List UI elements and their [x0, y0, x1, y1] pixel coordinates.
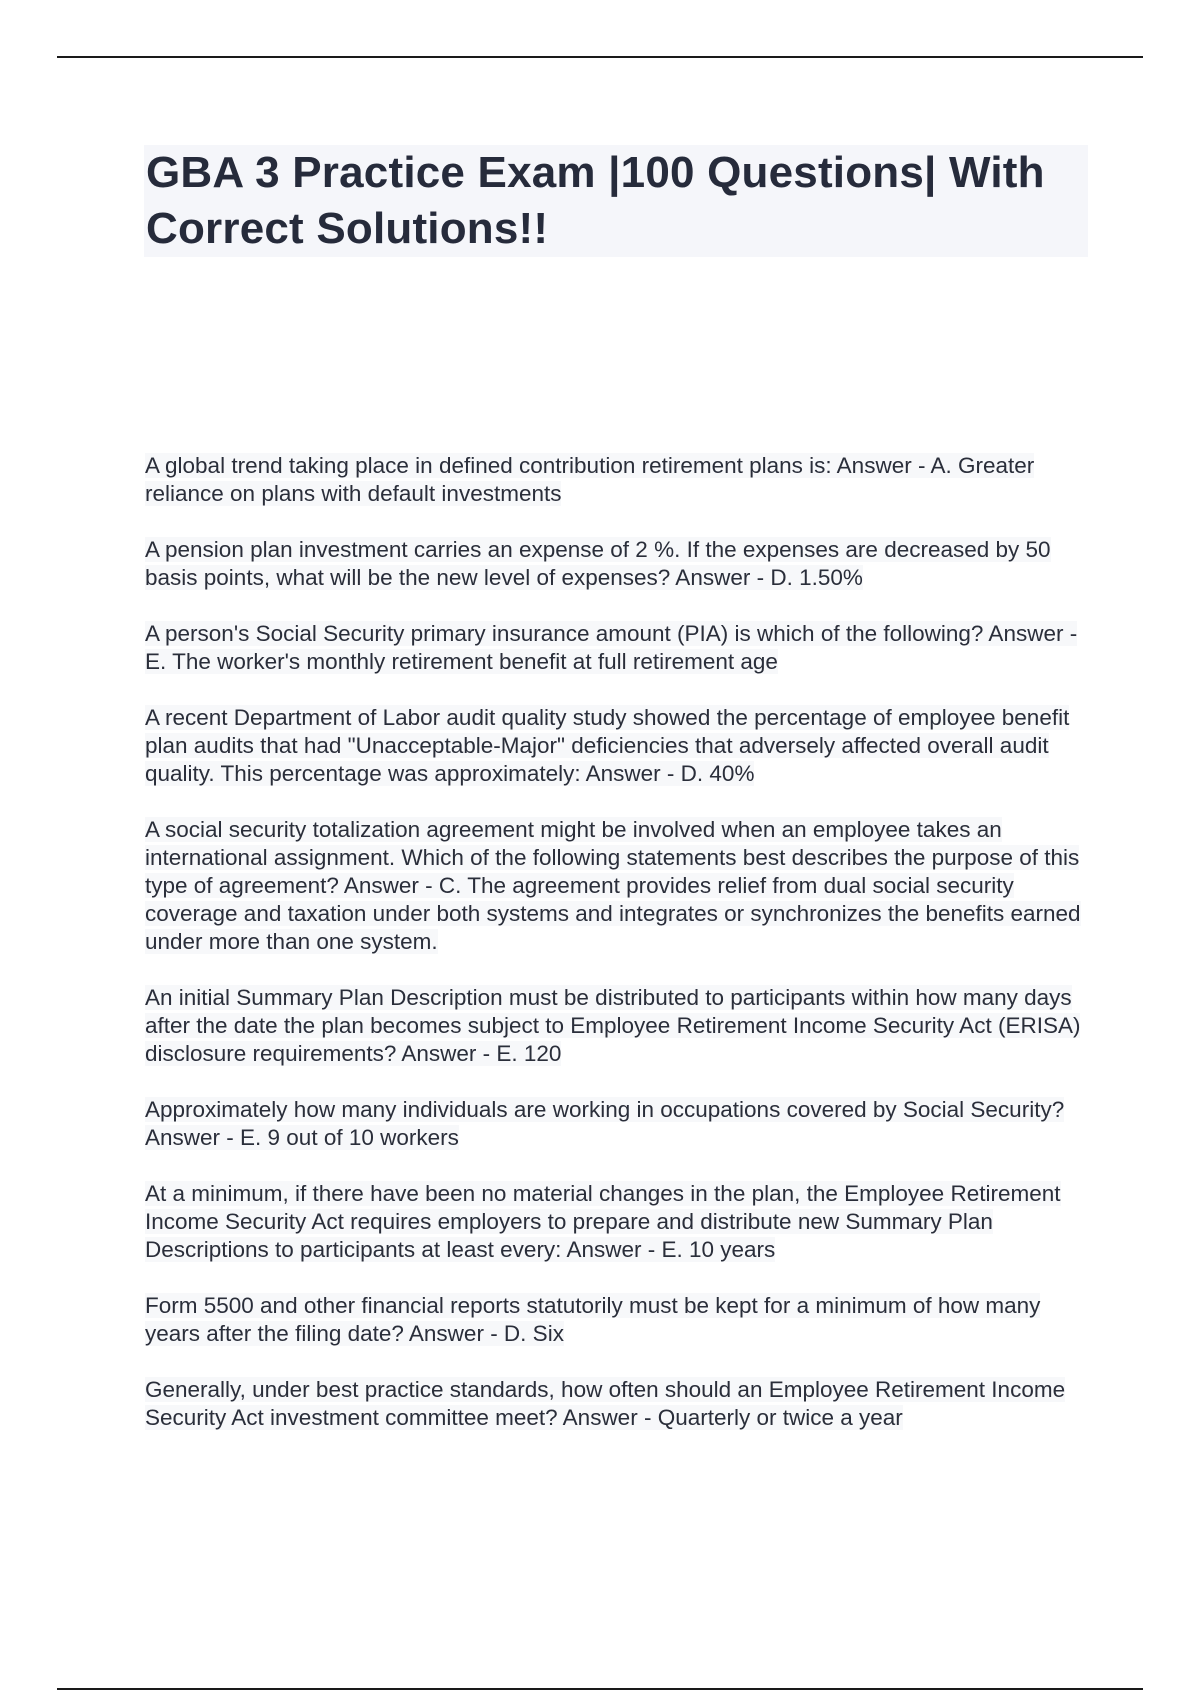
question-item [145, 536, 1095, 592]
question-item [145, 620, 1095, 676]
question-text: Form 5500 and other financial reports statutorily must be kept for a minimum of how many years after the filing date? Answer - D. Six [145, 1293, 1041, 1346]
question-text: A pension plan investment carries an expense of 2 %. If the expenses are decreased by 50 basis points, what will be the new level of expenses? Answer - D. 1.50% [145, 537, 1051, 590]
top-rule [57, 56, 1143, 58]
question-text: Approximately how many individuals are working in occupations covered by Social Security? Answer - E. 9 out of 10 workers [145, 1097, 1065, 1150]
question-list [145, 452, 1095, 1460]
question-text: An initial Summary Plan Description must be distributed to participants within how many days after the date the plan becomes subject to Employee Retirement Income Security Act (ERISA) disclosure requirements? Answer - E. 120 [145, 985, 1081, 1066]
question-item [145, 1292, 1095, 1348]
question-item [145, 1376, 1095, 1432]
title-block [144, 145, 1088, 257]
question-item [145, 816, 1095, 956]
question-item [145, 1096, 1095, 1152]
question-item [145, 984, 1095, 1068]
bottom-rule [57, 1688, 1143, 1690]
question-text: At a minimum, if there have been no material changes in the plan, the Employee Retirement Income Security Act requires employers to prepare and distribute new Summary Plan Descriptions to participants at least every: Answer - E. 10 years [145, 1181, 1061, 1262]
question-item [145, 1180, 1095, 1264]
question-text: A person's Social Security primary insurance amount (PIA) is which of the following? Answer - E. The worker's monthly retirement benefit at full retirement age [145, 621, 1078, 674]
question-text: Generally, under best practice standards, how often should an Employee Retirement Income Security Act investment committee meet? Answer - Quarterly or twice a year [145, 1377, 1066, 1430]
question-text: A recent Department of Labor audit quality study showed the percentage of employee benefit plan audits that had "Unacceptable-Major" deficiencies that adversely affected overall audit quality. This percentage was approximately: Answer - D. 40% [145, 705, 1070, 786]
question-text: A social security totalization agreement might be involved when an employee takes an international assignment. Which of the following statements best describes the purpose of this type of agreement? Answer - C. The agreement provides relief from dual social security coverage and taxation under both systems and integrates or synchronizes the benefits earned under more than one system. [145, 817, 1081, 954]
document-title: GBA 3 Practice Exam |100 Questions| With Correct Solutions!! [146, 148, 1045, 253]
question-item [145, 452, 1095, 508]
question-text: A global trend taking place in defined contribution retirement plans is: Answer - A. Greater reliance on plans with default investments [145, 453, 1035, 506]
question-item [145, 704, 1095, 788]
